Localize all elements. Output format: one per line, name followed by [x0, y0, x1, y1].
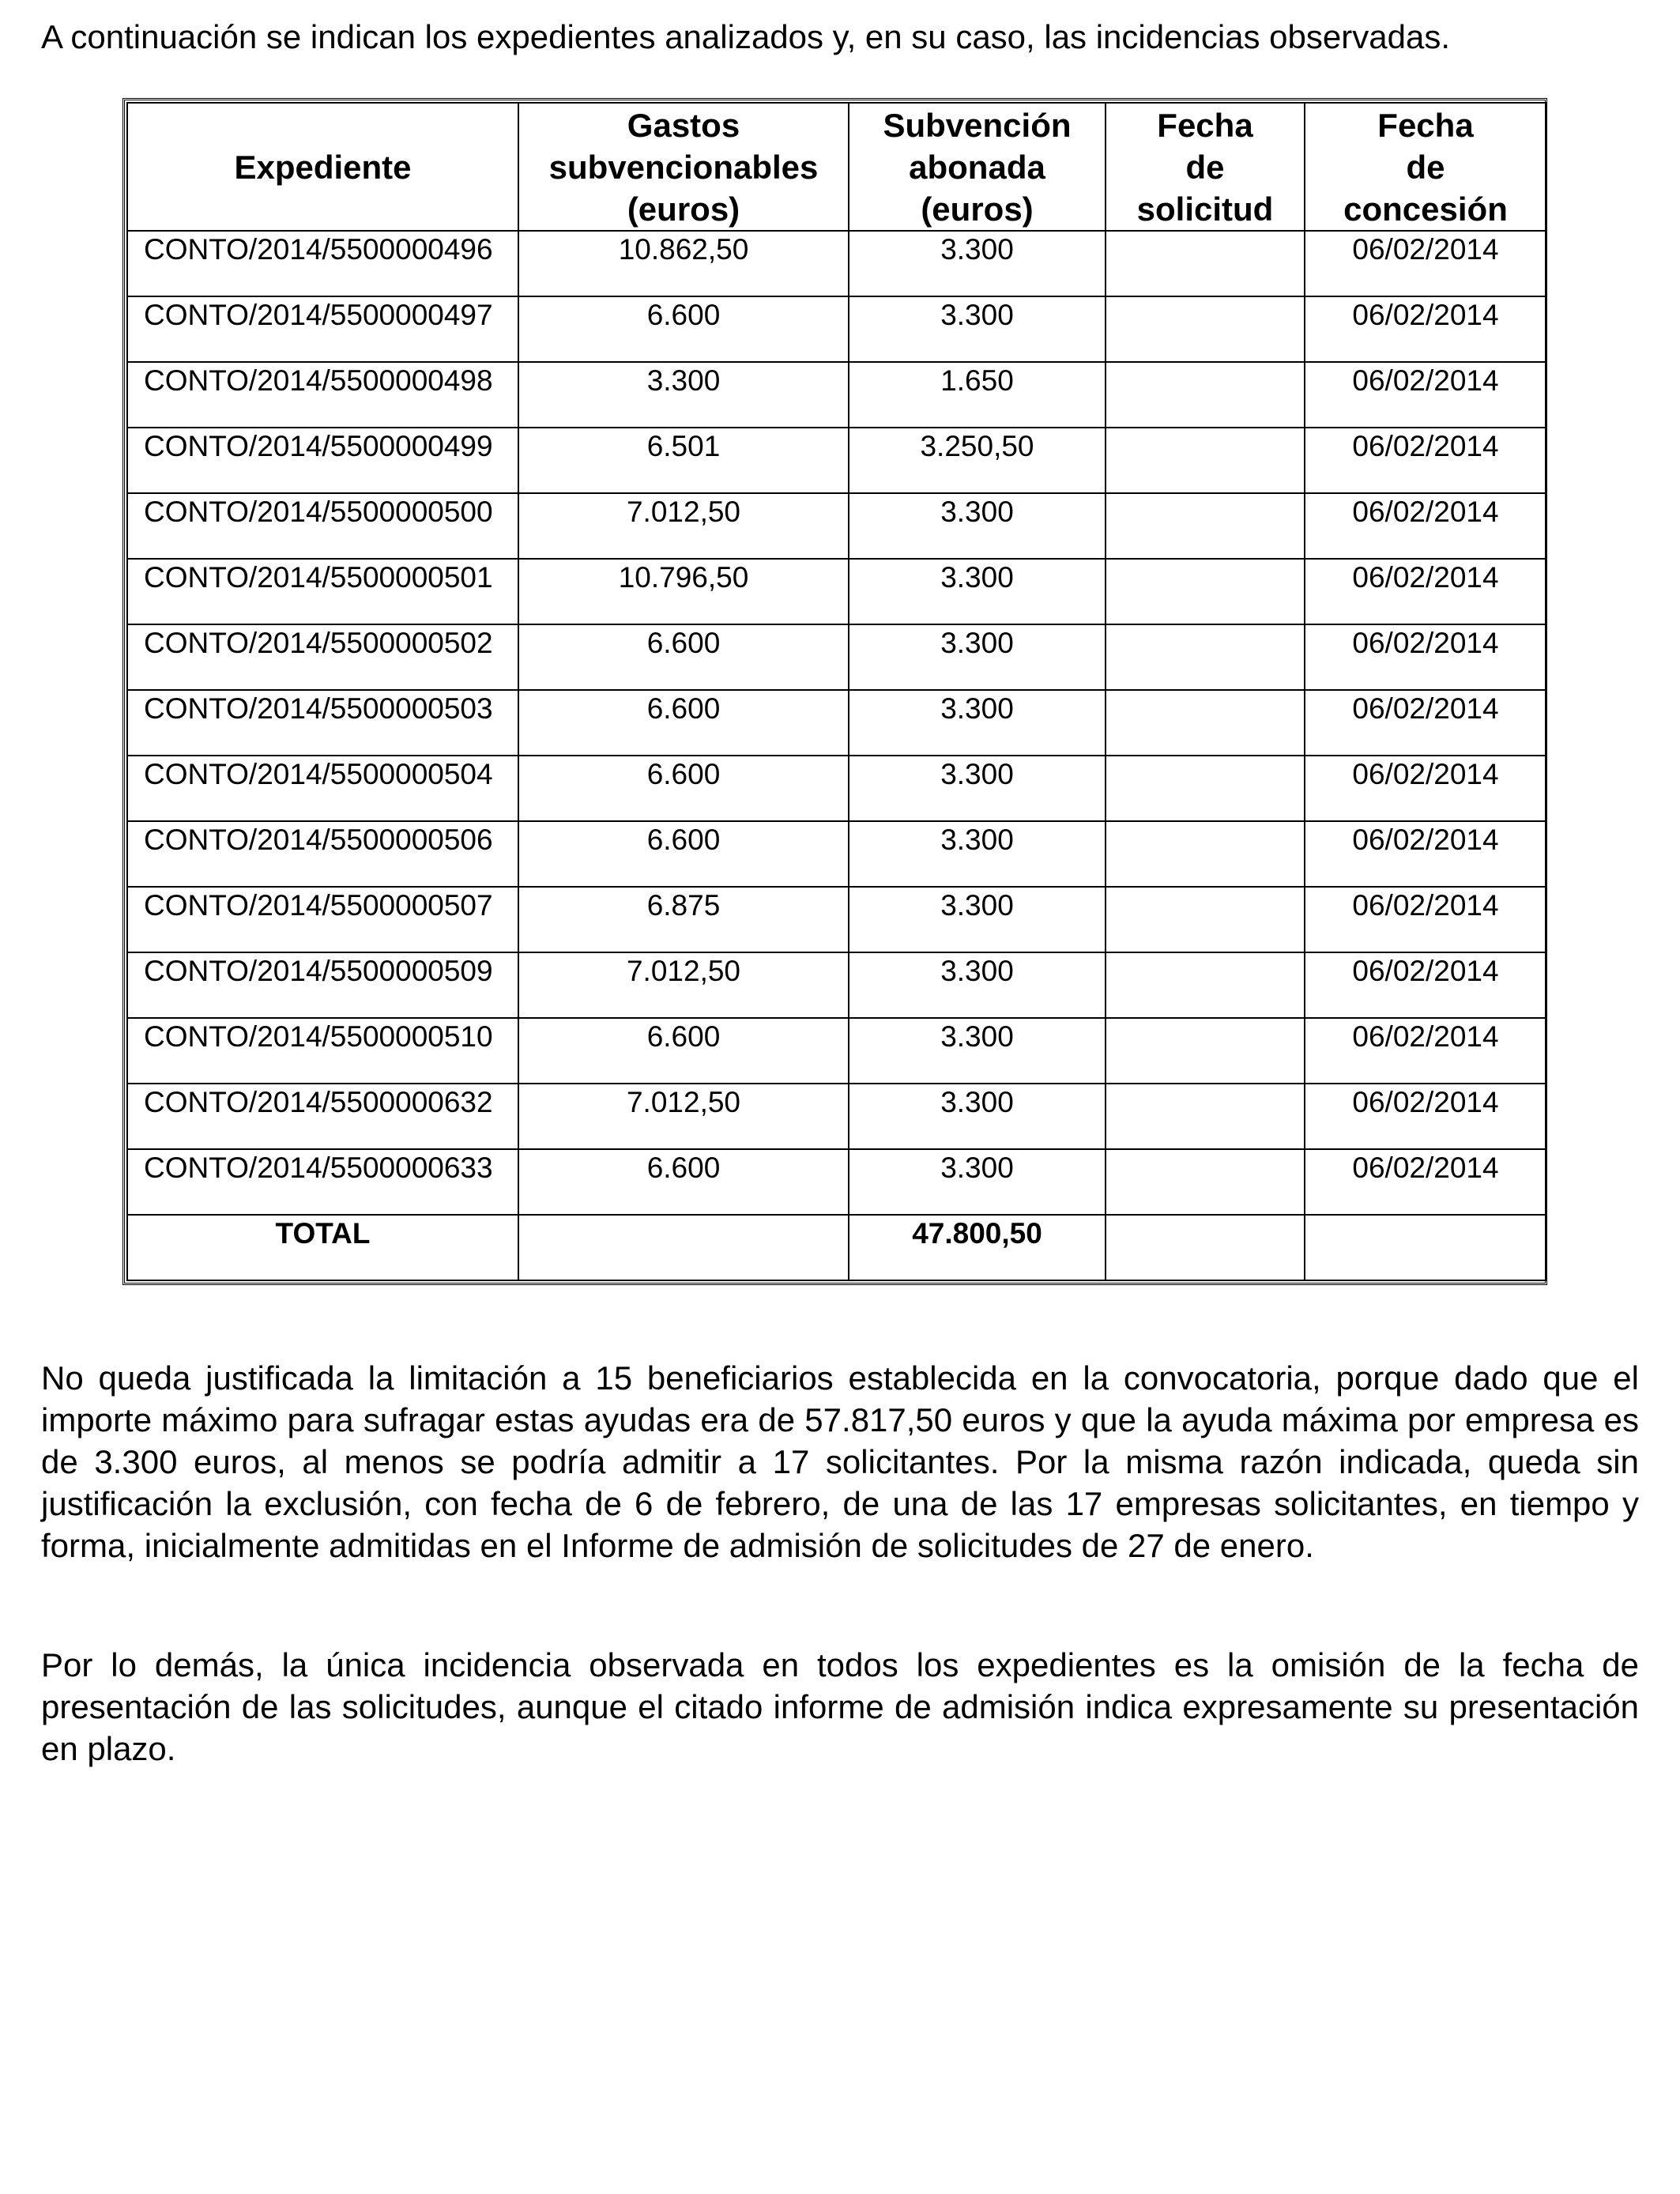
cell-subvencion: 3.300 [849, 1018, 1106, 1084]
cell-fecha-concesion: 06/02/2014 [1305, 952, 1546, 1018]
cell-subvencion: 3.300 [849, 1149, 1106, 1215]
cell-gastos: 6.875 [518, 887, 849, 952]
header-gastos [518, 103, 849, 231]
cell-fecha-concesion: 06/02/2014 [1305, 428, 1546, 493]
header-gastos-line-3: (euros) [627, 190, 740, 228]
cell-expediente: CONTO/2014/5500000497 [127, 296, 518, 362]
cell-expediente: CONTO/2014/5500000500 [127, 493, 518, 559]
table-row [127, 296, 1546, 362]
cell-fecha-concesion: 06/02/2014 [1305, 231, 1546, 296]
cell-expediente: CONTO/2014/5500000503 [127, 690, 518, 756]
cell-subvencion: 3.300 [849, 756, 1106, 821]
table-row [127, 624, 1546, 690]
cell-fecha-solicitud [1106, 756, 1305, 821]
cell-fecha-solicitud [1106, 231, 1305, 296]
cell-subvencion: 3.300 [849, 887, 1106, 952]
cell-subvencion: 3.300 [849, 1084, 1106, 1149]
cell-expediente: CONTO/2014/5500000633 [127, 1149, 518, 1215]
paragraph-incidencia: Por lo demás, la única incidencia observada en todos los expedientes es la omisión de la fecha de presentación de las solicitudes, aunque el citado informe de admisión indica expresamente su presentación en plazo. [41, 1646, 1639, 1767]
table-row [127, 428, 1546, 493]
header-fecha-solicitud-line-3: solicitud [1136, 190, 1274, 228]
cell-fecha-solicitud [1106, 559, 1305, 624]
cell-gastos: 6.600 [518, 1149, 849, 1215]
header-row [127, 103, 1546, 231]
cell-fecha-concesion: 06/02/2014 [1305, 690, 1546, 756]
total-subvencion: 47.800,50 [849, 1215, 1106, 1280]
cell-fecha-solicitud [1106, 624, 1305, 690]
header-fecha-concesion-line-1: Fecha [1377, 107, 1474, 144]
cell-fecha-solicitud [1106, 690, 1305, 756]
intro-text: A continuación se indican los expedientes analizados y, en su caso, las incidencias observadas. [41, 18, 1450, 55]
cell-fecha-concesion: 06/02/2014 [1305, 296, 1546, 362]
table-row [127, 952, 1546, 1018]
header-subvencion-line-1: Subvención [883, 107, 1072, 144]
cell-fecha-solicitud [1106, 887, 1305, 952]
cell-fecha-solicitud [1106, 1149, 1305, 1215]
header-gastos-line-2: subvencionables [548, 149, 819, 186]
cell-gastos: 7.012,50 [518, 1084, 849, 1149]
header-fecha-solicitud [1106, 103, 1305, 231]
table-row [127, 1018, 1546, 1084]
cell-subvencion: 3.300 [849, 231, 1106, 296]
cell-fecha-concesion: 06/02/2014 [1305, 756, 1546, 821]
cell-fecha-concesion: 06/02/2014 [1305, 1149, 1546, 1215]
cell-expediente: CONTO/2014/5500000501 [127, 559, 518, 624]
cell-gastos: 6.600 [518, 624, 849, 690]
cell-subvencion: 3.300 [849, 624, 1106, 690]
cell-expediente: CONTO/2014/5500000509 [127, 952, 518, 1018]
cell-gastos: 7.012,50 [518, 493, 849, 559]
cell-fecha-concesion: 06/02/2014 [1305, 887, 1546, 952]
cell-subvencion: 3.300 [849, 493, 1106, 559]
table-row [127, 559, 1546, 624]
cell-fecha-solicitud [1106, 1084, 1305, 1149]
cell-gastos: 6.600 [518, 756, 849, 821]
header-expediente-label: Expediente [234, 148, 412, 186]
cell-fecha-solicitud [1106, 428, 1305, 493]
cell-fecha-concesion: 06/02/2014 [1305, 1084, 1546, 1149]
cell-gastos: 6.600 [518, 296, 849, 362]
cell-fecha-concesion: 06/02/2014 [1305, 362, 1546, 428]
cell-fecha-solicitud [1106, 296, 1305, 362]
cell-expediente: CONTO/2014/5500000502 [127, 624, 518, 690]
cell-fecha-concesion: 06/02/2014 [1305, 559, 1546, 624]
cell-gastos: 6.501 [518, 428, 849, 493]
table-row [127, 231, 1546, 296]
cell-gastos: 3.300 [518, 362, 849, 428]
cell-expediente: CONTO/2014/5500000506 [127, 821, 518, 887]
cell-fecha-solicitud [1106, 1018, 1305, 1084]
table-header [127, 103, 1546, 231]
header-subvencion-line-3: (euros) [921, 190, 1034, 228]
total-label: TOTAL [127, 1215, 518, 1280]
cell-subvencion: 3.300 [849, 559, 1106, 624]
cell-fecha-concesion: 06/02/2014 [1305, 493, 1546, 559]
table-row [127, 887, 1546, 952]
table-row [127, 1084, 1546, 1149]
cell-fecha-concesion: 06/02/2014 [1305, 1018, 1546, 1084]
expedientes-table [126, 102, 1547, 1281]
header-fecha-concesion-line-2: de [1406, 149, 1445, 186]
cell-expediente: CONTO/2014/5500000510 [127, 1018, 518, 1084]
cell-fecha-solicitud [1106, 952, 1305, 1018]
header-subvencion-line-2: abonada [909, 149, 1045, 186]
cell-expediente: CONTO/2014/5500000498 [127, 362, 518, 428]
table-row [127, 690, 1546, 756]
table-row [127, 821, 1546, 887]
total-row [127, 1215, 1546, 1280]
cell-subvencion: 3.300 [849, 296, 1106, 362]
cell-expediente: CONTO/2014/5500000499 [127, 428, 518, 493]
header-fecha-concesion-line-3: concesión [1343, 190, 1508, 228]
header-subvencion [849, 103, 1106, 231]
cell-gastos: 6.600 [518, 821, 849, 887]
header-expediente [127, 103, 518, 231]
total-gastos [518, 1215, 849, 1280]
table-row [127, 362, 1546, 428]
table-body [127, 231, 1546, 1280]
cell-gastos: 6.600 [518, 690, 849, 756]
header-fecha-concesion [1305, 103, 1546, 231]
cell-expediente: CONTO/2014/5500000507 [127, 887, 518, 952]
total-fecha-solicitud [1106, 1215, 1305, 1280]
cell-expediente: CONTO/2014/5500000632 [127, 1084, 518, 1149]
cell-fecha-concesion: 06/02/2014 [1305, 821, 1546, 887]
cell-gastos: 7.012,50 [518, 952, 849, 1018]
paragraph-justificacion: No queda justificada la limitación a 15 beneficiarios establecida en la convocatoria, porque dado que el importe máximo para sufragar estas ayudas era de 57.817,50 euros y que la ayuda máxima por empresa es de 3.300 euros, al menos se podría admitir a 17 solicitantes. Por la misma razón indicada, queda sin justificación la exclusión, con fecha de 6 de febrero, de una de las 17 empresas solicitantes, en tiempo y forma, inicialmente admitidas en el Informe de admisión de solicitudes de 27 de enero. [41, 1359, 1639, 1564]
expedientes-table-frame [122, 98, 1547, 1285]
cell-gastos: 10.862,50 [518, 231, 849, 296]
cell-expediente: CONTO/2014/5500000496 [127, 231, 518, 296]
header-fecha-solicitud-line-2: de [1185, 149, 1225, 186]
cell-fecha-solicitud [1106, 493, 1305, 559]
table-row [127, 493, 1546, 559]
cell-gastos: 6.600 [518, 1018, 849, 1084]
cell-subvencion: 1.650 [849, 362, 1106, 428]
cell-gastos: 10.796,50 [518, 559, 849, 624]
cell-subvencion: 3.250,50 [849, 428, 1106, 493]
cell-fecha-concesion: 06/02/2014 [1305, 624, 1546, 690]
cell-fecha-solicitud [1106, 821, 1305, 887]
cell-subvencion: 3.300 [849, 952, 1106, 1018]
header-gastos-line-1: Gastos [627, 107, 740, 144]
cell-fecha-solicitud [1106, 362, 1305, 428]
header-fecha-solicitud-line-1: Fecha [1157, 107, 1253, 144]
table-row [127, 756, 1546, 821]
cell-subvencion: 3.300 [849, 690, 1106, 756]
total-fecha-concesion [1305, 1215, 1546, 1280]
cell-subvencion: 3.300 [849, 821, 1106, 887]
cell-expediente: CONTO/2014/5500000504 [127, 756, 518, 821]
table-row [127, 1149, 1546, 1215]
